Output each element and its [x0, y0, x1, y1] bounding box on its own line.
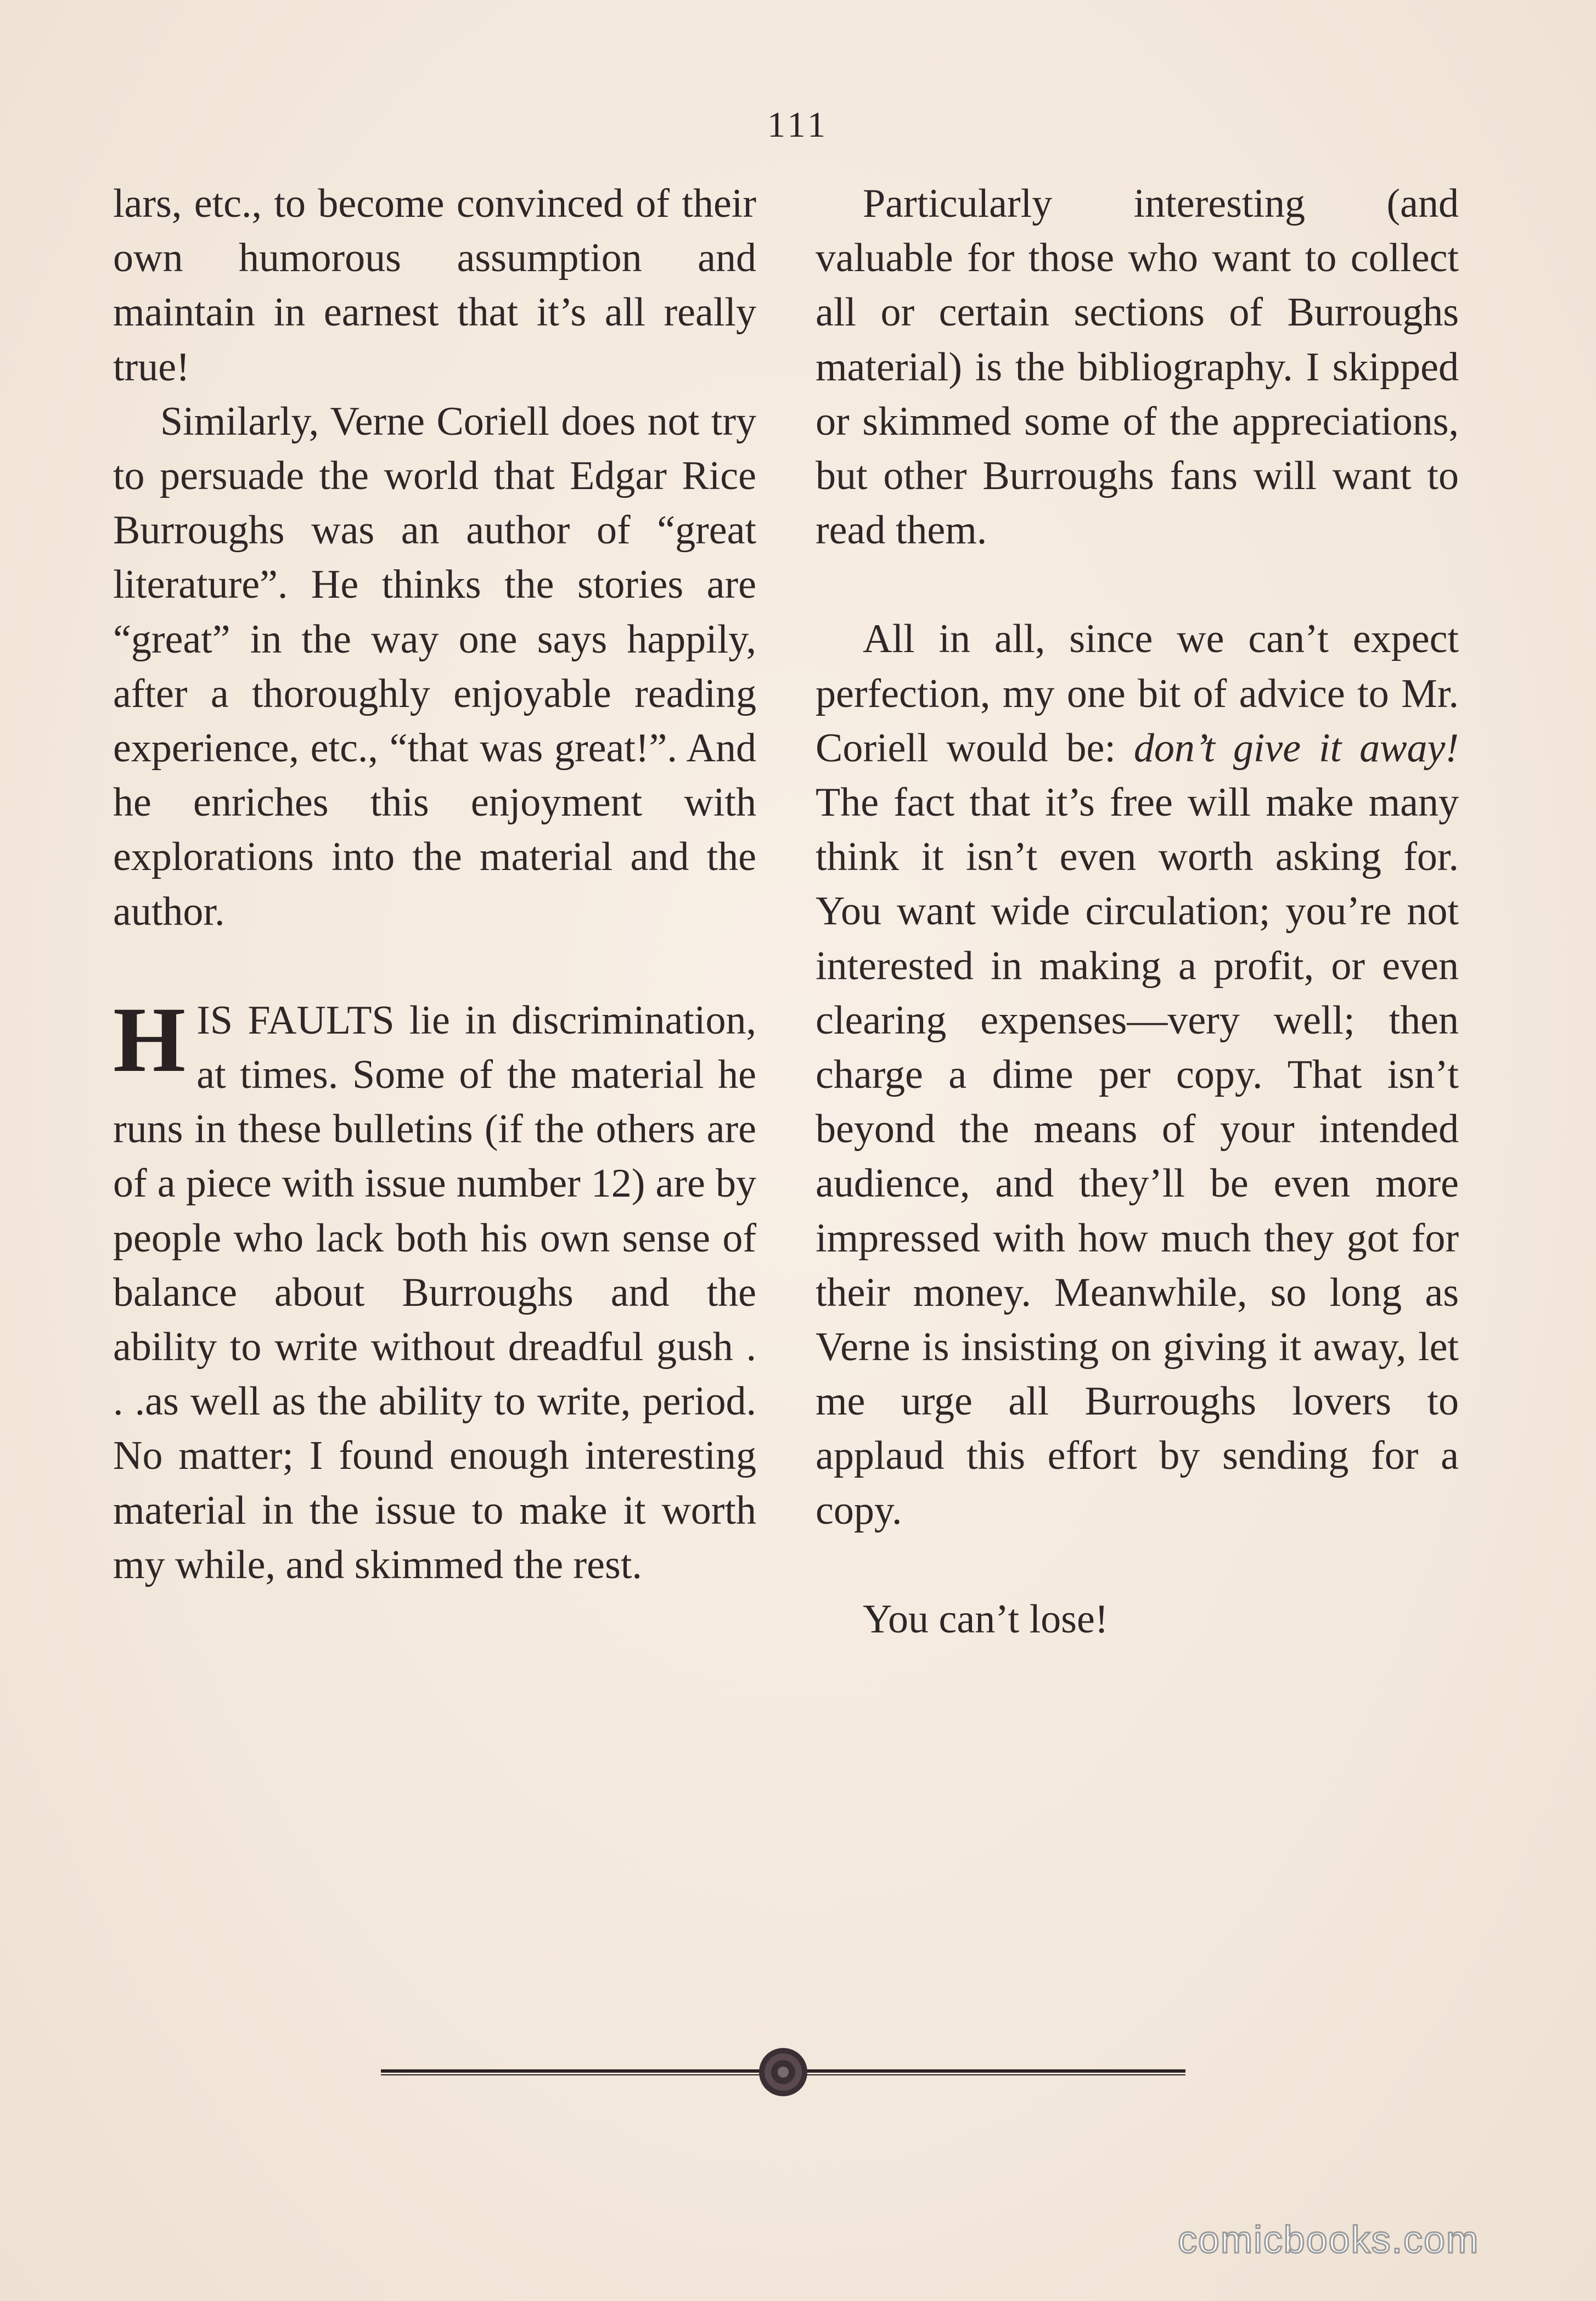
watermark-logo: comicbooks.com — [1178, 2218, 1480, 2261]
advice-emphasis: don’t give it away! — [1133, 725, 1459, 771]
ornamental-rule-icon — [381, 2041, 1185, 2101]
paragraph-spacer — [816, 558, 1459, 612]
paragraph-spacer — [816, 1538, 1459, 1592]
paragraph-advice — [816, 612, 1459, 1537]
advice-text-end: The fact that it’s free will make many think it isn’t even worth asking for. You want wide circulation; you’re not interested in making a profit, or even clearing expenses—very well; then charge a dime per copy. That isn’t beyond the means of your intended audience, and they’ll be even more impressed with how much they got for their money. Meanwhile, so long as Verne is insisting on giving it away, let me urge all Burroughs lovers to applaud this effort by sending for a copy. — [816, 780, 1459, 1533]
right-column — [816, 177, 1459, 1647]
left-column — [113, 177, 756, 1592]
paragraph-faults — [113, 987, 756, 1592]
advice-text-start: All in all, since we can’t expect perfection, my one bit of advice to Mr. Coriell would be: — [816, 616, 1459, 771]
page-number: 111 — [767, 105, 829, 145]
paragraph-continuation: lars, etc., to become convinced of their own humorous assumption and maintain in earnest that it’s all really true! — [113, 181, 756, 390]
paragraph-bibliography: Particularly interesting (and valuable for those who want to collect all or certain sections of Burroughs material) is the bibliography. I skipped or skimmed some of the appreciations, but other Burroughs fans will want to read them. — [816, 181, 1459, 553]
drop-cap: H — [113, 987, 186, 1091]
paragraph-coriell: Similarly, Verne Coriell does not try to persuade the world that Edgar Rice Burroughs was an author of “great literature”. He thinks the stories are “great” in the way one says happily, after a thoroughly enjoyable reading experience, etc., “that was great!”. And he enriches this enjoyment with explorations into the material and the author. — [113, 399, 756, 934]
paragraph-closing: You can’t lose! — [863, 1596, 1109, 1642]
paragraph-faults-text: IS FAULTS lie in discrimination, at times. Some of the material he runs in these bulletins (if the others are of a piece with issue number 12) are by people who lack both his own sense of balance about Burroughs and the ability to write without dreadful gush . . .as well as the ability to write, period. No matter; I found enough interesting material in the issue to make it worth my while, and skimmed the rest. — [113, 997, 756, 1587]
paragraph-spacer — [113, 939, 756, 994]
